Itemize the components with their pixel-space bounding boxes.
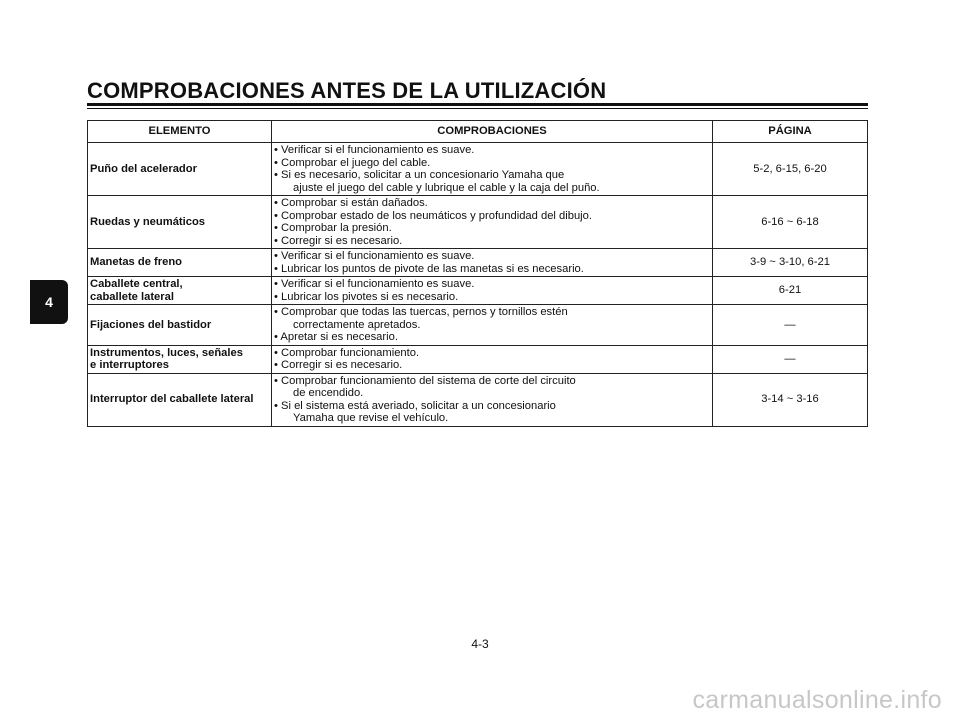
check-text: • Comprobar estado de los neumáticos y profundidad del dibujo. [274, 209, 592, 222]
table-row [88, 345, 868, 373]
row-checks [272, 196, 713, 249]
table-row [88, 305, 868, 346]
row-checks [272, 345, 713, 373]
row-page-reference: 5-2, 6-15, 6-20 [713, 143, 868, 196]
check-text: • Comprobar el juego del cable. [274, 156, 431, 169]
row-element [88, 373, 272, 426]
check-text: • Lubricar los pivotes si es necesario. [274, 290, 459, 303]
check-item [274, 144, 710, 157]
check-item [274, 400, 710, 425]
table-row [88, 373, 868, 426]
row-page-reference: 6-16 ~ 6-18 [713, 196, 868, 249]
check-text: • Comprobar funcionamiento. [274, 346, 420, 359]
check-text-continued: Yamaha que revise el vehículo. [293, 412, 449, 424]
row-page-reference: — [713, 305, 868, 346]
check-item [274, 278, 710, 291]
table-row [88, 249, 868, 277]
check-item [274, 169, 710, 194]
table-header-row [88, 121, 868, 143]
check-text: • Corregir si es necesario. [274, 359, 403, 371]
row-checks [272, 143, 713, 196]
title-rule-thin [87, 108, 868, 109]
check-item [274, 197, 710, 210]
check-text: • Verificar si el funcionamiento es suave. [274, 250, 475, 262]
check-item [274, 250, 710, 263]
element-name-line: Fijaciones del bastidor [90, 318, 212, 331]
element-name-line: caballete lateral [90, 290, 174, 303]
column-header-page: PÁGINA [713, 121, 868, 143]
check-item [274, 347, 710, 360]
check-text: • Si es necesario, solicitar a un concesionario Yamaha que [274, 169, 565, 181]
check-item [274, 375, 710, 400]
column-header-element: ELEMENTO [88, 121, 272, 143]
row-element [88, 143, 272, 196]
check-text: • Corregir si es necesario. [274, 234, 403, 247]
check-item [274, 359, 710, 372]
check-text: • Verificar si el funcionamiento es suave. [274, 144, 475, 156]
check-text-continued: correctamente apretados. [293, 318, 421, 331]
row-element [88, 196, 272, 249]
element-name-line: e interruptores [90, 359, 169, 371]
chapter-tab: 4 [30, 280, 68, 324]
check-text: • Comprobar si están dañados. [274, 197, 428, 209]
row-element [88, 305, 272, 346]
element-name-line: Puño del acelerador [90, 162, 197, 175]
element-name-line: Manetas de freno [90, 256, 183, 269]
check-text: • Si el sistema está averiado, solicitar a un concesionario [274, 399, 556, 412]
check-item [274, 222, 710, 235]
row-page-reference: — [713, 345, 868, 373]
row-checks [272, 249, 713, 277]
element-name-line: Ruedas y neumáticos [90, 215, 206, 228]
element-name-line: Instrumentos, luces, señales [90, 346, 243, 359]
checks-table [87, 120, 868, 427]
page-title: COMPROBACIONES ANTES DE LA UTILIZACIÓN [87, 78, 607, 103]
row-checks [272, 277, 713, 305]
check-item [274, 263, 710, 276]
row-element [88, 345, 272, 373]
watermark: carmanualsonline.info [692, 686, 942, 714]
check-text: • Comprobar la presión. [274, 222, 392, 234]
check-item [274, 331, 710, 344]
check-text-continued: de encendido. [293, 387, 364, 399]
check-item [274, 291, 710, 304]
row-checks [272, 373, 713, 426]
row-page-reference: 3-14 ~ 3-16 [713, 373, 868, 426]
column-header-checks: COMPROBACIONES [272, 121, 713, 143]
row-page-reference: 6-21 [713, 277, 868, 305]
check-item [274, 210, 710, 223]
check-text: • Comprobar que todas las tuercas, pernos y tornillos estén [274, 306, 568, 318]
page-number: 4-3 [471, 637, 489, 651]
element-name-line: Caballete central, [90, 278, 183, 290]
row-element [88, 277, 272, 305]
element-name-line: Interruptor del caballete lateral [90, 393, 254, 406]
check-item [274, 235, 710, 248]
table-row [88, 196, 868, 249]
table-row [88, 277, 868, 305]
row-page-reference: 3-9 ~ 3-10, 6-21 [713, 249, 868, 277]
check-text: • Verificar si el funcionamiento es suave. [274, 278, 475, 290]
check-item [274, 157, 710, 170]
check-item [274, 306, 710, 331]
row-element [88, 249, 272, 277]
row-checks [272, 305, 713, 346]
title-rule [87, 103, 868, 106]
check-text: • Comprobar funcionamiento del sistema de corte del circuito [274, 374, 576, 387]
table-row [88, 143, 868, 196]
check-text: • Apretar si es necesario. [274, 331, 398, 343]
check-text-continued: ajuste el juego del cable y lubrique el cable y la caja del puño. [293, 181, 600, 194]
check-text: • Lubricar los puntos de pivote de las manetas si es necesario. [274, 262, 584, 275]
